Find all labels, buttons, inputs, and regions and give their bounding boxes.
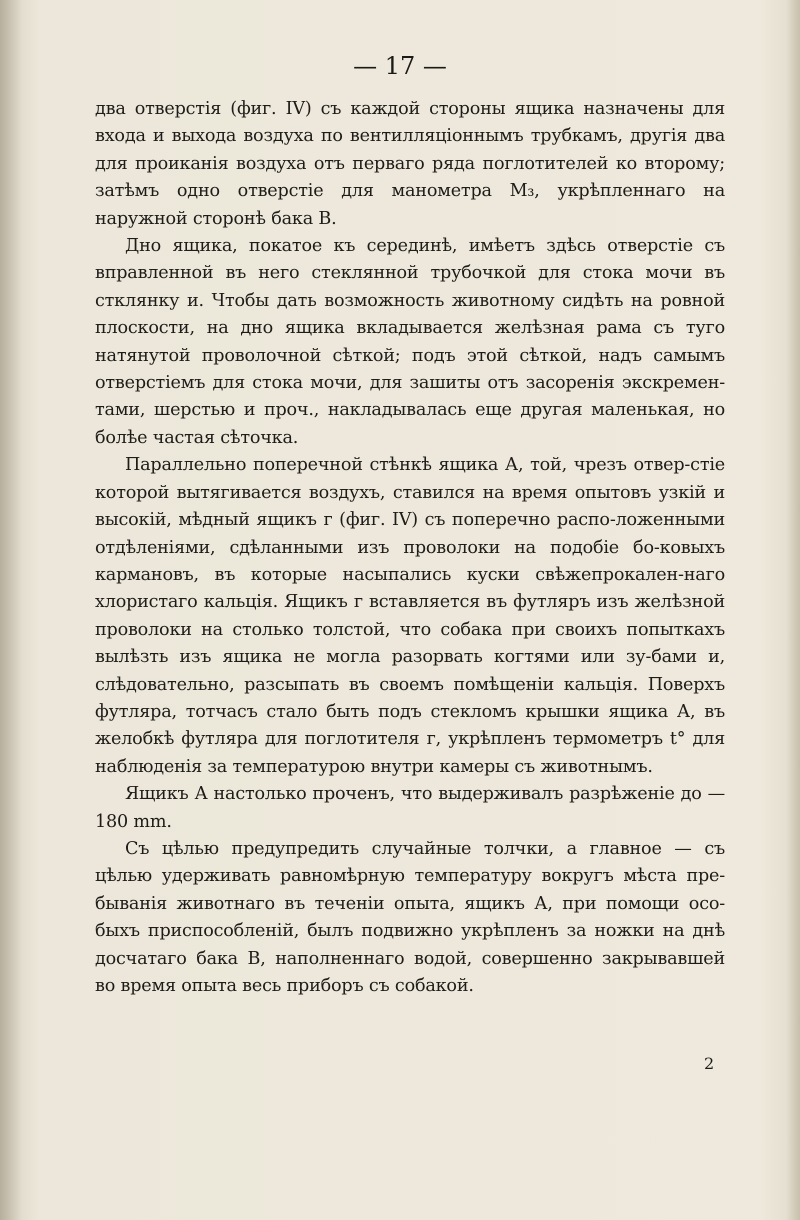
page-edge-shadow-right (786, 0, 800, 1220)
paragraph-3: Параллельно поперечной стѣнкѣ ящика А, той, чрезъ отвер-стіе которой вытягивается воздухъ, ставился на время опытовъ узкій и высокій, мѣдный ящикъ г (фиг. IV) съ поперечно распо-ложенными отдѣленіями, сдѣланными изъ проволоки на подобіе бо-ковыхъ кармановъ, въ которые насыпались куски свѣжепрокален-наго хлористаго кальція. Ящикъ г вставляется въ футляръ изъ желѣзной проволоки на столько толстой, что собака при своихъ попыткахъ вылѣзть изъ ящика не могла разорвать когтями или зу-бами и, слѣдовательно, разсыпать въ своемъ помѣщеніи кальція. Поверхъ футляра, тотчасъ стало быть подъ стекломъ крышки ящика А, въ желобкѣ футляра для поглотителя г, укрѣпленъ термометръ t° для наблюденія за температурою внутри камеры съ животнымъ. (95, 455, 725, 777)
printer-signature-mark: 2 (704, 1054, 715, 1073)
paragraph-4: Ящикъ А настолько проченъ, что выдерживалъ разрѣженіе до — 180 mm. (95, 784, 725, 832)
paragraph-1: два отверстія (фиг. IV) съ каждой стороны ящика назначены для входа и выхода воздуха по вентилляціоннымъ трубкамъ, другія два для проиканія воздуха отъ перваго ряда поглотителей ко второму; затѣмъ одно отверстіе для манометра M₃, укрѣпленнаго на наружной сторонѣ бака В. (95, 99, 725, 229)
page-number: — 17 — (353, 52, 447, 80)
paragraph-2: Дно ящика, покатое къ серединѣ, имѣетъ здѣсь отверстіе съ вправленной въ него стеклянной трубочкой для стока мочи въ стклянку и. Чтобы дать возможность животному сидѣть на ровной плоскости, на дно ящика вкладывается желѣзная рама съ туго натянутой проволочной сѣткой; подъ этой сѣткой, надъ самымъ отверстіемъ для стока мочи, для зашиты отъ засоренія экскремен-тами, шерстью и проч., накладывалась еще другая маленькая, но болѣе частая сѣточка. (95, 236, 725, 448)
body-text (95, 96, 725, 1000)
paragraph-5: Съ цѣлью предупредить случайные толчки, а главное — съ цѣлью удерживать равномѣрную температуру вокругъ мѣста пре-быванія животнаго въ теченіи опыта, ящикъ А, при помощи осо-быхъ приспособленій, былъ подвижно укрѣпленъ за ножки на днѣ досчатаго бака В, наполненнаго водой, совершенно закрывавшей во время опыта весь приборъ съ собакой. (95, 838, 725, 996)
page-edge-shadow-left (0, 0, 22, 1220)
